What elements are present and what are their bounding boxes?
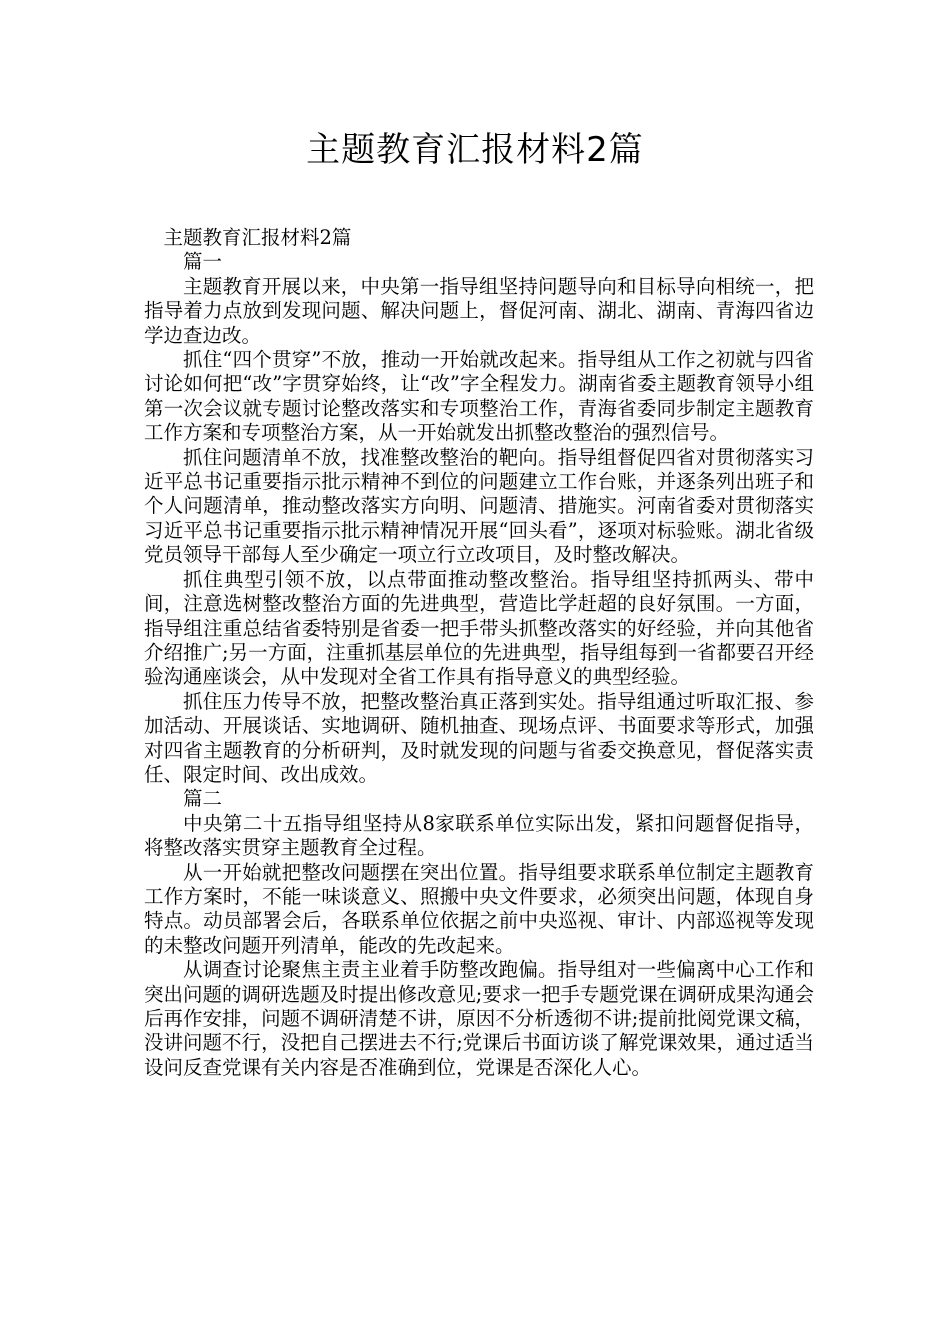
paragraph: 抓住“四个贯穿”不放，推动一开始就改起来。指导组从工作之初就与四省讨论如何把“改”字贯穿始终，让“改”字全程发力。湖南省委主题教育领导小组第一次会议就专题讨论整改落实和专项整治工作，青海省委同步制定主题教育工作方案和专项整治方案，从一开始就发出抓整改整治的强烈信号。 [144, 348, 814, 445]
document-body [144, 226, 814, 1080]
document-subtitle: 主题教育汇报材料2篇 [163, 226, 352, 249]
paragraph: 主题教育开展以来，中央第一指导组坚持问题导向和目标导向相统一，把指导着力点放到发现问题、解决问题上，督促河南、湖北、湖南、青海四省边学边查边改。 [144, 274, 814, 347]
paragraph: 中央第二十五指导组坚持从8家联系单位实际出发，紧扣问题督促指导，将整改落实贯穿主题教育全过程。 [144, 811, 814, 860]
paragraph: 从一开始就把整改问题摆在突出位置。指导组要求联系单位制定主题教育工作方案时，不能一味谈意义、照搬中央文件要求，必须突出问题，体现自身特点。动员部署会后，各联系单位依据之前中央巡视、审计、内部巡视等发现的未整改问题开列清单，能改的先改起来。 [144, 860, 814, 957]
paragraph: 从调查讨论聚焦主责主业着手防整改跑偏。指导组对一些偏离中心工作和突出问题的调研选题及时提出修改意见;要求一把手专题党课在调研成果沟通会后再作安排，问题不调研清楚不讲，原因不分析透彻不讲;提前批阅党课文稿，没讲问题不行，没把自己摆进去不行;党课后书面访谈了解党课效果，通过适当设问反查党课有关内容是否准确到位，党课是否深化人心。 [144, 958, 814, 1079]
paragraph: 抓住典型引领不放，以点带面推动整改整治。指导组坚持抓两头、带中间，注意选树整改整治方面的先进典型，营造比学赶超的良好氛围。一方面，指导组注重总结省委特别是省委一把手带头抓整改落实的好经验，并向其他省介绍推广;另一方面，注重抓基层单位的先进典型，指导组每到一省都要召开经验沟通座谈会，从中发现对全省工作具有指导意义的典型经验。 [144, 567, 814, 689]
paragraph: 抓住问题清单不放，找准整改整治的靶向。指导组督促四省对贯彻落实习近平总书记重要指示批示精神不到位的问题建立工作台账，并逐条列出班子和个人问题清单，推动整改落实方向明、问题清、措施实。河南省委对贯彻落实习近平总书记重要指示批示精神情况开展“回头看”，逐项对标验账。湖北省级党员领导干部每人至少确定一项立行立改项目，及时整改解决。 [144, 445, 814, 567]
part-one-label: 篇一 [183, 250, 223, 274]
document-title: 主题教育汇报材料2篇 [306, 130, 644, 170]
part-two-label: 篇二 [183, 787, 223, 811]
paragraph: 抓住压力传导不放，把整改整治真正落到实处。指导组通过听取汇报、参加活动、开展谈话、实地调研、随机抽查、现场点评、书面要求等形式，加强对四省主题教育的分析研判，及时就发现的问题与省委交换意见，督促落实责任、限定时间、改出成效。 [144, 689, 814, 786]
